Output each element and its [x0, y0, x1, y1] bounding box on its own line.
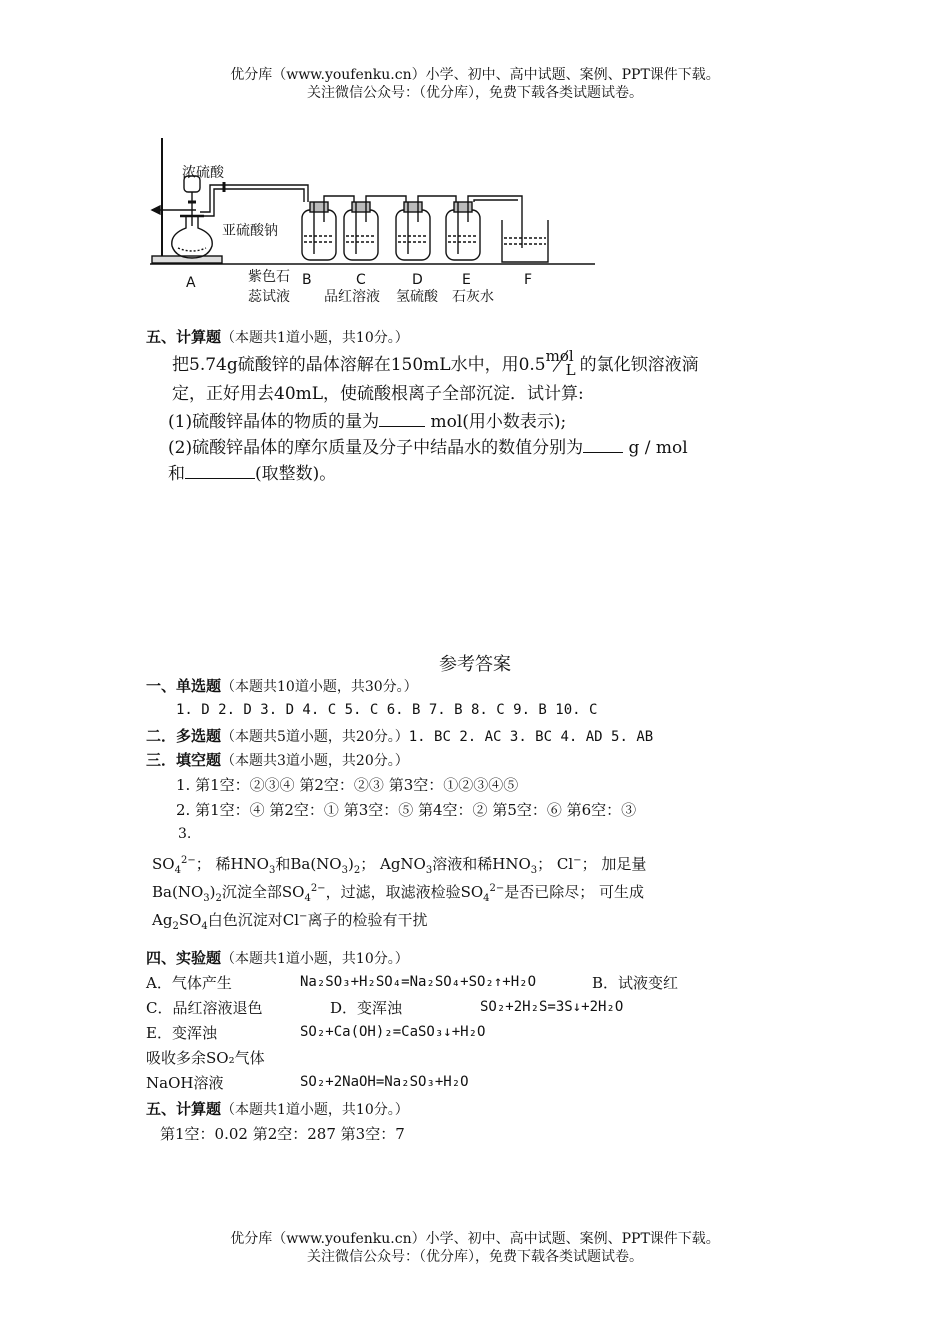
s4-E-label: E．变浑浊: [146, 1024, 217, 1042]
s4-heading: 四、实验题（本题共1道小题，共10分。）: [146, 949, 409, 967]
s3-q2: 2. 第1空：④ 第2空：① 第3空：⑤ 第4空：② 第5空：⑥ 第6空：③: [176, 801, 637, 819]
s4-F-sub: NaOH溶液: [146, 1074, 224, 1092]
s3-q1: 1. 第1空：②③④ 第2空：②③ 第3空：①②③④⑤: [176, 776, 519, 794]
calc-heading: 五、计算题（本题共1道小题，共10分。）: [146, 328, 409, 346]
s4-A-eq: Na₂SO₃+H₂SO₄=Na₂SO₄+SO₂↑+H₂O: [300, 974, 537, 990]
label-e-liquid: 石灰水: [452, 289, 494, 305]
s3-q3-line2: $Ba(NO_3)_2$沉淀全部$SO_4^{2-}$，过滤，取滤液检验$SO_4^{2-}$是否已除尽； 可生成: [152, 883, 645, 904]
label-F: F: [524, 272, 533, 288]
bottle-B: [302, 202, 336, 260]
s5-heading: 五、计算题（本题共1道小题，共10分。）: [146, 1100, 409, 1118]
calc-line3: (1)硫酸锌晶体的物质的量为 mol(用小数表示);: [168, 412, 567, 432]
answer-blank-2[interactable]: [583, 436, 623, 453]
s4-B: B．试液变红: [592, 974, 679, 992]
label-d-liquid: 氢硫酸: [396, 289, 438, 305]
calc-line4: (2)硫酸锌晶体的摩尔质量及分子中结晶水的数值分别为 g / mol: [168, 438, 688, 458]
label-b-liquid-2: 蕊试液: [248, 289, 290, 305]
label-A: A: [186, 275, 196, 291]
bottle-E: [446, 202, 480, 260]
s1-answers: 1. D 2. D 3. D 4. C 5. C 6. B 7. B 8. C 9. B 10. C: [176, 702, 598, 718]
label-C: C: [356, 272, 366, 288]
s5-answers: 第1空：0.02 第2空：287 第3空：7: [160, 1125, 405, 1143]
s4-D-eq: SO₂+2H₂S=3S↓+2H₂O: [480, 999, 624, 1015]
s4-E-eq: SO₂+Ca(OH)₂=CaSO₃↓+H₂O: [300, 1024, 486, 1040]
calc-line5: 和 (取整数)。: [168, 464, 337, 484]
answer-blank-1[interactable]: [379, 410, 425, 427]
s4-F-eq: SO₂+2NaOH=Na₂SO₃+H₂O: [300, 1074, 469, 1090]
s2-heading-row: 二．多选题（本题共5道小题，共20分。）1. BC 2. AC 3. BC 4. AD 5. AB: [146, 727, 654, 745]
s4-F-label: 吸收多余SO₂气体: [146, 1049, 265, 1067]
s1-heading: 一、单选题（本题共10道小题，共30分。）: [146, 677, 418, 695]
beaker-F: [502, 220, 548, 262]
calc-line2: 定，正好用去40mL，使硫酸根离子全部沉淀．试计算:: [172, 384, 584, 404]
page-footer-line1: 优分库（www.youfenku.cn）小学、初中、高中试题、案例、PPT课件下载。: [230, 1231, 720, 1247]
bottle-D: [396, 202, 430, 260]
label-c-liquid: 品红溶液: [324, 289, 380, 305]
answer-blank-3[interactable]: [185, 462, 255, 479]
apparatus-diagram: [140, 130, 610, 308]
unit-fraction: mol L: [545, 347, 576, 379]
answers-title: 参考答案: [439, 654, 511, 675]
clamp-arrow: [152, 206, 160, 214]
label-b-liquid-1: 紫色石: [248, 269, 290, 285]
page-footer-line2: 关注微信公众号：（优分库），免费下载各类试题试卷。: [307, 1249, 643, 1265]
page-header-line2: 关注微信公众号：（优分库），免费下载各类试题试卷。: [307, 85, 643, 101]
label-B: B: [302, 272, 312, 288]
s3-q3-line3: $Ag_2SO_4$白色沉淀对Cl−离子的检验有干扰: [152, 911, 428, 932]
label-top-reagent: 浓硫酸: [182, 165, 224, 181]
s4-C-label: C．品红溶液退色: [146, 999, 263, 1017]
label-D: D: [412, 272, 423, 288]
page-header-line1: 优分库（www.youfenku.cn）小学、初中、高中试题、案例、PPT课件下载。: [230, 67, 720, 83]
bottle-C: [344, 202, 378, 260]
label-flask-reagent: 亚硫酸钠: [222, 223, 278, 239]
s3-heading: 三．填空题（本题共3道小题，共20分。）: [146, 751, 409, 769]
s3-q3: 3.: [178, 826, 192, 842]
s4-A-label: A．气体产生: [146, 974, 232, 992]
s4-D-label: D．变浑浊: [330, 999, 403, 1017]
label-E: E: [462, 272, 471, 288]
calc-line1: 把5.74g硫酸锌的晶体溶解在150mL水中，用0.5 mol L 的氯化钡溶液滴: [172, 347, 699, 379]
s3-q3-line1: $SO_4^{2-}$； 稀$HNO_3$和$Ba(NO_3)_2$； AgNO$_3$溶液和稀$HNO_3$； Cl−； 加足量: [152, 855, 647, 876]
